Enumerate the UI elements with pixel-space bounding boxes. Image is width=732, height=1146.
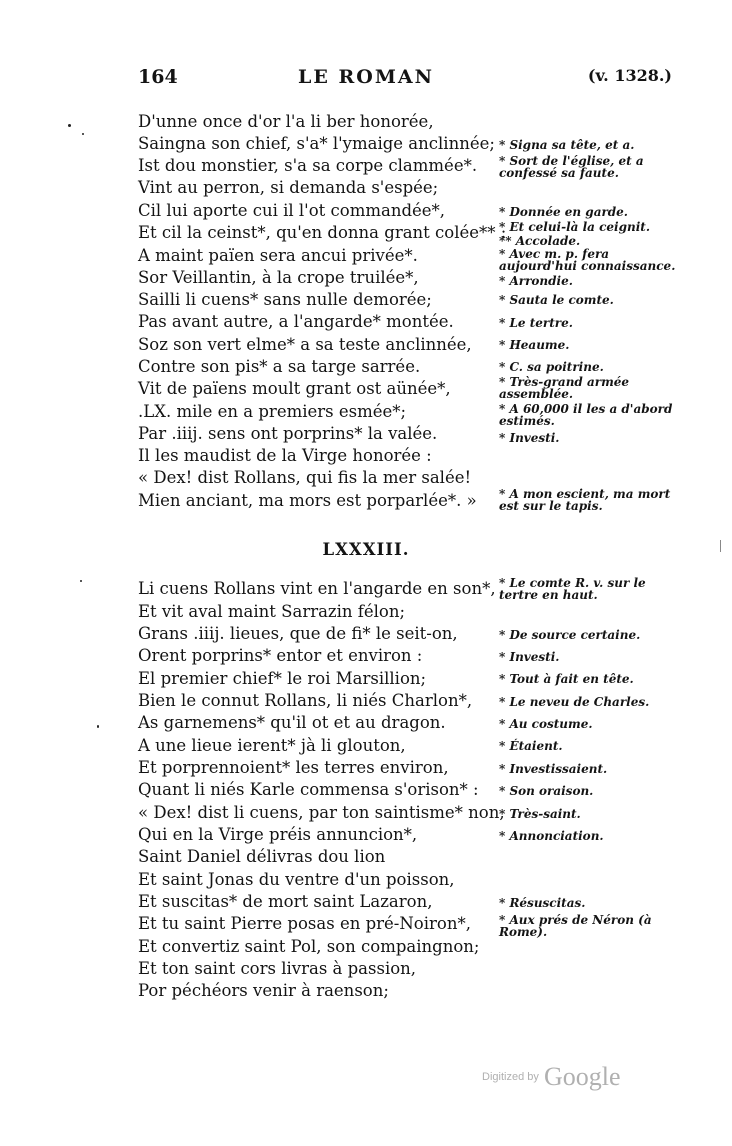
digitizer-watermark [482, 1062, 662, 1092]
gloss-note: * Le neveu de Charles. [499, 695, 650, 709]
gloss-note: * Signa sa tête, et a. [499, 138, 635, 152]
verse-line: Saint Daniel délivras dou lion [138, 847, 386, 866]
gloss-note: * Arrondie. [499, 274, 573, 288]
verse-line: Et suscitas* de mort saint Lazaron, [138, 892, 433, 911]
gloss-note: * A mon escient, ma mort est sur le tapis. [499, 487, 671, 513]
verse-line: Par .iiij. sens ont porprins* la valée. [138, 424, 438, 443]
gloss-note: * Aux prés de Néron (à Rome). [499, 913, 652, 939]
gloss-note: * De source certaine. [499, 628, 641, 642]
verse-reference: (v. 1328.) [587, 66, 672, 85]
ink-speck [97, 725, 99, 728]
verse-line: Et convertiz saint Pol, son compaingnon; [138, 937, 480, 956]
ink-speck [82, 133, 84, 135]
gloss-note: * Sort de l'église, et a confessé sa faute. [499, 154, 644, 180]
verse-line: Ist dou monstier, s'a sa corpe clammée*. [138, 156, 478, 175]
gloss-note: * Tout à fait en tête. [499, 672, 634, 686]
verse-line: Soz son vert elme* a sa teste anclinnée, [138, 335, 472, 354]
gloss-note: * Avec m. p. fera aujourd'hui connaissance. [499, 247, 676, 273]
gloss-note: * Très-grand armée assemblée. [499, 375, 630, 401]
page-number: 164 [138, 66, 178, 88]
verse-line: Et vit aval maint Sarrazin félon; [138, 602, 406, 621]
gloss-note: * Son oraison. [499, 784, 594, 798]
verse-line: « Dex! dist li cuens, par ton saintisme* non, [138, 803, 505, 822]
verse-line: A une lieue ierent* jà li glouton, [138, 736, 406, 755]
verse-line: « Dex! dist Rollans, qui fis la mer salée! [138, 468, 472, 487]
verse-line: Saingna son chief, s'a* l'ymaige anclinnée; [138, 134, 495, 153]
verse-line: As garnemens* qu'il ot et au dragon. [138, 713, 446, 732]
gloss-note: * Le tertre. [499, 316, 573, 330]
gloss-note: * Heaume. [499, 338, 570, 352]
verse-line: Li cuens Rollans vint en l'angarde en son*, [138, 579, 496, 598]
gutter-mark [720, 540, 721, 552]
gloss-note: * Annonciation. [499, 829, 604, 843]
verse-line: Quant li niés Karle commensa s'orison* : [138, 780, 479, 799]
verse-line: Mien anciant, ma mors est porparlée*. » [138, 491, 477, 510]
verse-line: Sailli li cuens* sans nulle demorée; [138, 290, 432, 309]
verse-line: Contre son pis* a sa targe sarrée. [138, 357, 421, 376]
gloss-note: * C. sa poitrine. [499, 360, 604, 374]
gloss-note: * Très-saint. [499, 807, 581, 821]
verse-line: Et tu saint Pierre posas en pré-Noiron*, [138, 914, 471, 933]
gloss-note: * Investi. [499, 650, 560, 664]
verse-line: Cil lui aporte cui il l'ot commandée*, [138, 201, 446, 220]
verse-line: Vit de païens moult grant ost aünée*, [138, 379, 451, 398]
verse-line: Pas avant autre, a l'angarde* montée. [138, 312, 454, 331]
gloss-note: * Au costume. [499, 717, 593, 731]
gloss-note: * Et celui-là la ceignit. [499, 220, 651, 234]
gloss-note: * A 60,000 il les a d'abord estimés. [499, 402, 673, 428]
gloss-note: * Investi. [499, 431, 560, 445]
gloss-note: * Sauta le comte. [499, 293, 614, 307]
verse-line: Grans .iiij. lieues, que de fi* le seit-on, [138, 624, 458, 643]
running-title: LE ROMAN [298, 66, 434, 88]
ink-speck [68, 124, 71, 127]
verse-line: Orent porprins* entor et environ : [138, 646, 423, 665]
verse-line: Sor Veillantin, à la crope truilée*, [138, 268, 419, 287]
watermark-prefix: Digitized by [482, 1071, 539, 1083]
verse-line: .LX. mile en a premiers esmée*; [138, 402, 407, 421]
verse-line: Et cil la ceinst*, qu'en donna grant colée** : [138, 223, 507, 242]
verse-line: Qui en la Virge préis annuncion*, [138, 825, 418, 844]
verse-line: Et ton saint cors livras à passion, [138, 959, 417, 978]
gloss-note: * Étaient. [499, 739, 563, 753]
verse-line: El premier chief* le roi Marsillion; [138, 669, 427, 688]
verse-line: Et saint Jonas du ventre d'un poisson, [138, 870, 455, 889]
verse-line: Vint au perron, si demanda s'espée; [138, 178, 439, 197]
verse-line: Por péchéors venir à raenson; [138, 981, 389, 1000]
page-header [0, 66, 732, 96]
gloss-note: ** Accolade. [499, 234, 581, 248]
watermark-logo: Google [543, 1062, 621, 1091]
verse-line: Et porprennoient* les terres environ, [138, 758, 449, 777]
verse-line: A maint païen sera ancui privée*. [138, 246, 418, 265]
gloss-note: * Investissaient. [499, 762, 608, 776]
ink-speck [80, 580, 82, 582]
verse-line: Bien le connut Rollans, li niés Charlon*, [138, 691, 473, 710]
verse-line: Il les maudist de la Virge honorée : [138, 446, 432, 465]
section-heading: LXXXIII. [322, 540, 410, 559]
verse-line: D'unne once d'or l'a li ber honorée, [138, 112, 434, 131]
gloss-note: * Résuscitas. [499, 896, 586, 910]
gloss-note: * Donnée en garde. [499, 205, 628, 219]
gloss-note: * Le comte R. v. sur le tertre en haut. [499, 576, 646, 602]
